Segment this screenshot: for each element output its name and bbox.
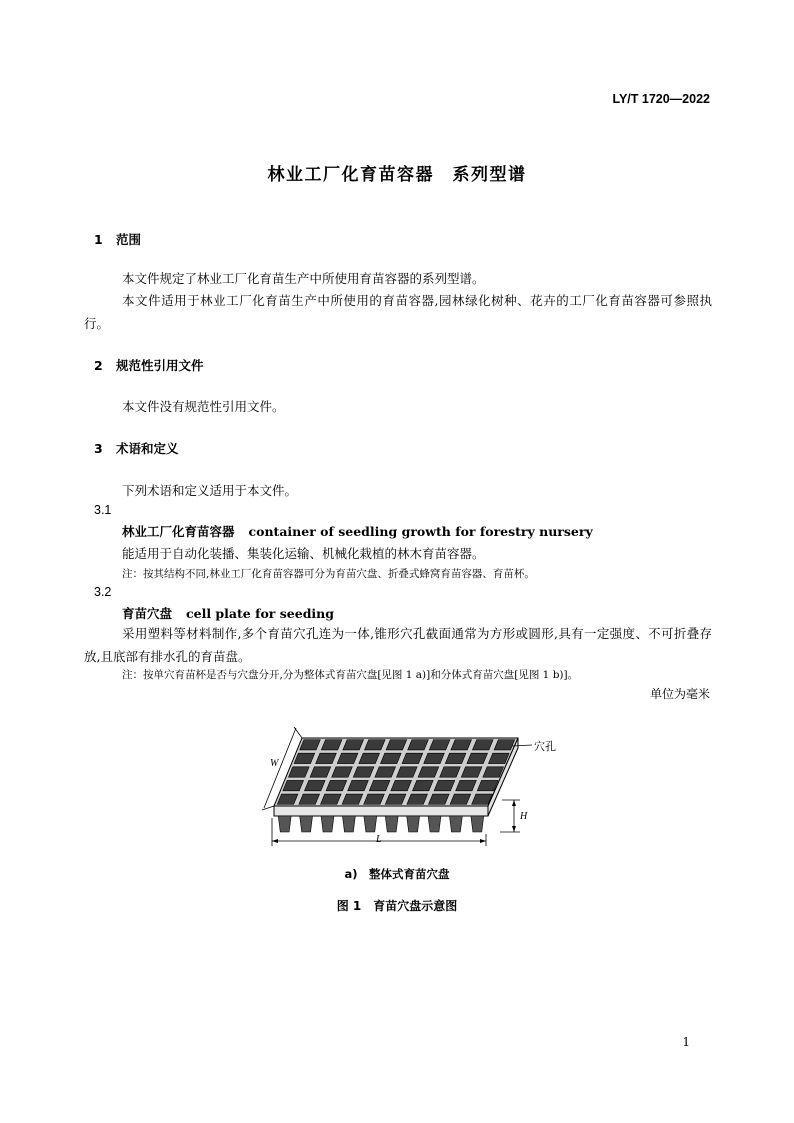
unit-note: 单位为毫米 bbox=[649, 687, 710, 701]
cell-bottom bbox=[449, 816, 462, 832]
tray-front-face bbox=[274, 806, 488, 816]
section-heading-2 bbox=[94, 356, 204, 374]
cell-bottom bbox=[385, 816, 398, 832]
term-note: 注：按其结构不同,林业工厂化育苗容器可分为育苗穴盘、折叠式蜂窝育苗容器、育苗杯。 bbox=[122, 568, 535, 580]
section-number: 1 bbox=[94, 232, 103, 247]
document-title: 林业工厂化育苗容器 系列型谱 bbox=[267, 165, 527, 185]
term-en: cell plate for seeding bbox=[186, 606, 335, 621]
cell-bottom bbox=[300, 816, 313, 832]
figure-subcaption: a) 整体式育苗穴盘 bbox=[344, 867, 450, 881]
hole-label: 穴孔 bbox=[534, 740, 556, 753]
term-cn: 林业工厂化育苗容器 bbox=[122, 524, 235, 539]
page-number: 1 bbox=[682, 1035, 690, 1049]
cell-bottom bbox=[428, 816, 441, 832]
section-title: 术语和定义 bbox=[116, 441, 179, 456]
term-number: 3.2 bbox=[94, 585, 112, 599]
section-heading-3 bbox=[94, 439, 179, 457]
cell-bottom bbox=[342, 816, 355, 832]
term-heading bbox=[122, 604, 334, 622]
width-label: W bbox=[270, 758, 279, 769]
length-label: L bbox=[376, 834, 382, 845]
cell-bottom bbox=[321, 816, 334, 832]
figure-caption: 图 1 育苗穴盘示意图 bbox=[336, 899, 458, 913]
cell-bottoms bbox=[278, 816, 483, 832]
term-definition: 采用塑料等材料制作,多个育苗穴孔连为一体,锥形穴孔截面通常为方形或圆形,具有一定强度、不可折叠存放,且底部有排水孔的育苗盘。 bbox=[84, 626, 712, 664]
cell-bottom bbox=[471, 816, 484, 832]
term-heading bbox=[122, 522, 593, 540]
cell-plate-drawing bbox=[250, 722, 560, 852]
term-en: container of seedling growth for forestry nursery bbox=[248, 524, 593, 539]
section-title: 规范性引用文件 bbox=[116, 358, 204, 373]
height-label: H bbox=[520, 811, 528, 822]
cell-bottom bbox=[407, 816, 420, 832]
width-extension-line bbox=[262, 806, 274, 810]
paragraph: 本文件适用于林业工厂化育苗生产中所使用的育苗容器,园林绿化树种、花卉的工厂化育苗容器可参照执行。 bbox=[84, 293, 712, 331]
term-note: 注：按单穴育苗杯是否与穴盘分开,分为整体式育苗穴盘[见图 1 a)]和分体式育苗穴盘[见图 1 b)]。 bbox=[122, 669, 579, 681]
section-number: 2 bbox=[94, 358, 103, 373]
paragraph: 本文件没有规范性引用文件。 bbox=[122, 399, 285, 414]
cell-plate-figure bbox=[250, 722, 560, 852]
section-title: 范围 bbox=[116, 232, 142, 247]
term-definition: 能适用于自动化装播、集装化运输、机械化栽植的林木育苗容器。 bbox=[122, 546, 485, 561]
term-number: 3.1 bbox=[94, 503, 112, 517]
term-cn: 育苗穴盘 bbox=[122, 606, 173, 621]
cell-bottom bbox=[364, 816, 377, 832]
cell-bottom bbox=[278, 816, 291, 832]
section-number: 3 bbox=[94, 441, 103, 456]
paragraph: 本文件规定了林业工厂化育苗生产中所使用育苗容器的系列型谱。 bbox=[122, 271, 485, 286]
width-extension-line bbox=[294, 727, 302, 738]
standard-code: LY/T 1720—2022 bbox=[612, 92, 710, 106]
paragraph: 下列术语和定义适用于本文件。 bbox=[122, 483, 298, 498]
section-heading-1 bbox=[94, 230, 141, 248]
